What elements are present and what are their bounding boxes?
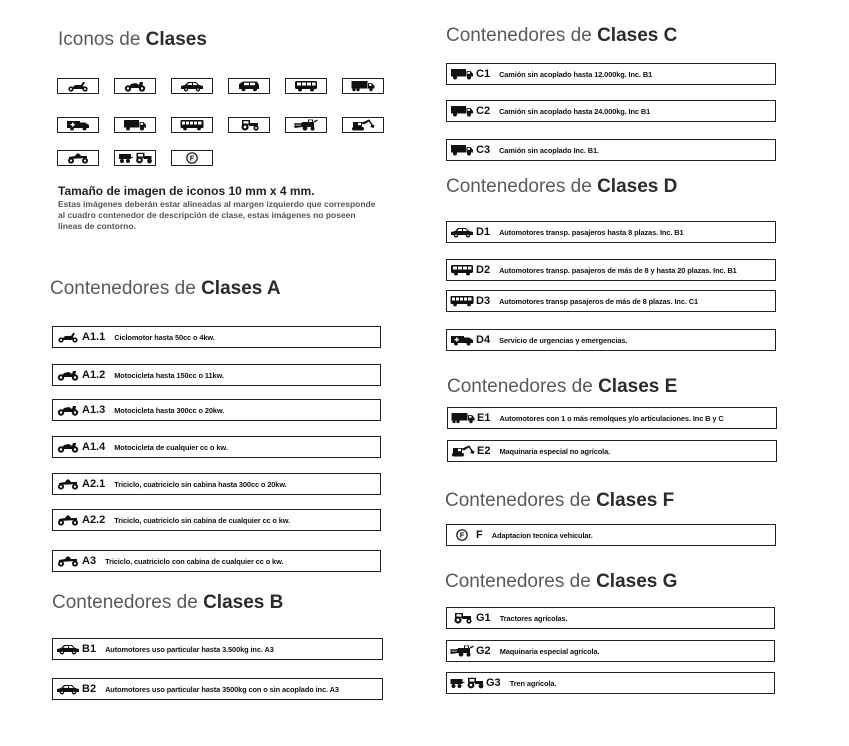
ambulance-icon xyxy=(450,334,474,346)
class-description: Motocicleta de cualquier cc o kw. xyxy=(114,442,228,452)
class-code: E2 xyxy=(477,445,491,457)
class-description: Ciclomotor hasta 50cc o 4kw. xyxy=(114,332,215,342)
quad-icon xyxy=(56,478,80,490)
icon-swatch xyxy=(171,78,213,94)
icon-swatch xyxy=(171,117,213,133)
moped-icon xyxy=(56,331,80,343)
icon-swatch xyxy=(57,117,99,133)
car-icon xyxy=(56,643,80,655)
motorcycle-icon xyxy=(56,441,80,453)
quad-icon xyxy=(65,152,91,164)
quad-icon xyxy=(56,555,80,567)
class-row-c2 xyxy=(446,100,776,122)
class-code: A1.3 xyxy=(82,404,106,416)
class-icon xyxy=(56,514,80,526)
minibus-icon xyxy=(293,80,319,92)
class-row-g1 xyxy=(446,607,775,629)
icon-swatch xyxy=(114,150,156,166)
class-code: C3 xyxy=(476,144,491,156)
class-row-g2 xyxy=(446,640,775,662)
class-icon xyxy=(450,68,474,80)
class-description: Adaptacion tecnica vehicular. xyxy=(491,530,593,540)
class-icon xyxy=(451,412,475,424)
class-code: A2.1 xyxy=(82,478,106,490)
class-code: D1 xyxy=(476,226,491,238)
class-row-d3 xyxy=(446,290,776,312)
class-icon xyxy=(56,555,80,567)
class-icon xyxy=(56,331,80,343)
class-description: Automotores uso particular hasta 3.500kg inc. A3 xyxy=(105,644,274,654)
class-row-e1 xyxy=(447,407,777,429)
minibus-icon xyxy=(450,264,474,276)
section-title-f: Contenedores de Clases F xyxy=(445,490,675,511)
class-description: Automotores uso particular hasta 3500kg con o sin acoplado inc. A3 xyxy=(105,684,339,694)
class-icon xyxy=(450,334,474,346)
harvester-icon xyxy=(293,119,319,131)
class-row-b1 xyxy=(52,638,383,660)
tractor-trailer-icon xyxy=(117,152,154,164)
bus-icon xyxy=(450,295,474,307)
class-description: Maquinaria especial no agrícola. xyxy=(499,446,611,456)
class-code: D3 xyxy=(476,295,491,307)
tractor-icon xyxy=(450,612,474,624)
class-icon xyxy=(56,643,80,655)
class-row-d1 xyxy=(446,221,776,243)
icon-swatch xyxy=(114,117,156,133)
class-icon xyxy=(451,445,475,457)
icon-size-note: Estas imágenes deberán estar alineadas al margen izquierdo que corresponde al cuadro contenedor de descripción de clase, estas imágenes no poseen líneas de contorno. xyxy=(58,199,376,231)
class-row-g3 xyxy=(446,672,775,694)
section-title-d: Contenedores de Clases D xyxy=(446,176,678,197)
class-row-d2 xyxy=(446,259,776,281)
icon-swatch xyxy=(342,78,384,94)
class-code: B2 xyxy=(82,683,97,695)
class-code: G3 xyxy=(486,677,501,689)
letter-f-icon xyxy=(450,529,474,541)
moped-icon xyxy=(65,80,91,92)
truck-trailer-icon xyxy=(451,412,475,424)
class-row-a2-1 xyxy=(52,473,381,495)
class-icon xyxy=(450,264,474,276)
class-description: Automotores transp. pasajeros hasta 8 plazas. Inc. B1 xyxy=(499,227,684,237)
class-description: Triciclo, cuatriciclo sin cabina de cualquier cc o kw. xyxy=(114,515,291,525)
motorcycle-icon xyxy=(56,404,80,416)
class-description: Triciclo, cuatriciclo con cabina de cualquier cc o kw. xyxy=(105,556,284,566)
class-description: Maquinaria especial agrícola. xyxy=(499,646,600,656)
class-icon xyxy=(450,677,484,689)
icon-swatch xyxy=(285,117,327,133)
car-icon xyxy=(56,683,80,695)
section-title-c: Contenedores de Clases C xyxy=(446,25,678,46)
class-icon xyxy=(450,144,474,156)
truck-icon xyxy=(122,119,148,131)
icon-swatch xyxy=(228,78,270,94)
icon-swatch xyxy=(114,78,156,94)
truck-icon xyxy=(450,105,474,117)
class-code: A1.1 xyxy=(82,331,106,343)
class-description: Triciclo, cuatriciclo sin cabina hasta 300cc o 20kw. xyxy=(114,479,287,489)
class-code: E1 xyxy=(477,412,491,424)
icon-swatch xyxy=(342,117,384,133)
class-icon xyxy=(450,226,474,238)
section-title-e: Contenedores de Clases E xyxy=(447,376,678,397)
excavator-icon xyxy=(350,119,376,131)
class-description: Camión sin acoplado hasta 12.000kg. Inc. B1 xyxy=(499,69,653,79)
class-icon xyxy=(450,529,474,541)
class-code: C2 xyxy=(476,105,491,117)
class-code: A3 xyxy=(82,555,97,567)
class-code: A1.2 xyxy=(82,369,106,381)
class-code: F xyxy=(476,529,483,541)
icons-section-title: Iconos de Clases xyxy=(58,29,207,50)
icon-swatch xyxy=(57,150,99,166)
class-icon xyxy=(450,105,474,117)
icon-swatch xyxy=(171,150,213,166)
class-description: Automotores transp. pasajeros de más de 8 y hasta 20 plazas. Inc. B1 xyxy=(499,265,737,275)
class-row-a1-1 xyxy=(52,326,381,348)
class-row-c3 xyxy=(446,139,776,161)
ambulance-icon xyxy=(65,119,91,131)
car-icon xyxy=(179,80,205,92)
icon-swatch xyxy=(57,78,99,94)
class-description: Camión sin acoplado hasta 24.000kg. Inc B1 xyxy=(499,106,651,116)
class-row-a1-3 xyxy=(52,399,381,421)
letter-f-icon xyxy=(179,152,205,164)
harvester-icon xyxy=(450,645,474,657)
class-icon xyxy=(56,478,80,490)
class-code: A2.2 xyxy=(82,514,106,526)
section-title-a: Contenedores de Clases A xyxy=(50,278,281,299)
class-description: Tren agrícola. xyxy=(509,678,557,688)
excavator-icon xyxy=(451,445,475,457)
class-description: Automotores con 1 o más remolques y/o articulaciones. Inc B y C xyxy=(499,413,724,423)
class-icon xyxy=(56,441,80,453)
truck-icon xyxy=(450,68,474,80)
class-code: D2 xyxy=(476,264,491,276)
truck-icon xyxy=(450,144,474,156)
class-icon xyxy=(56,369,80,381)
class-code: A1.4 xyxy=(82,441,106,453)
motorcycle-icon xyxy=(56,369,80,381)
class-code: G1 xyxy=(476,612,491,624)
class-code: B1 xyxy=(82,643,97,655)
class-row-a1-2 xyxy=(52,364,381,386)
section-title-b: Contenedores de Clases B xyxy=(52,592,284,613)
icon-swatch xyxy=(285,78,327,94)
class-description: Tractores agrícolas. xyxy=(499,613,568,623)
class-code: C1 xyxy=(476,68,491,80)
quad-icon xyxy=(56,514,80,526)
class-icon xyxy=(450,295,474,307)
class-row-e2 xyxy=(447,440,777,462)
class-row-d4 xyxy=(446,329,776,351)
class-icon xyxy=(56,404,80,416)
class-row-f xyxy=(446,524,776,546)
section-title-g: Contenedores de Clases G xyxy=(445,571,678,592)
van-icon xyxy=(236,80,262,92)
truck-trailer-icon xyxy=(350,80,376,92)
class-row-a3 xyxy=(52,550,381,572)
class-icon xyxy=(450,612,474,624)
icon-size-title: Tamaño de imagen de iconos 10 mm x 4 mm. xyxy=(58,184,315,198)
car-icon xyxy=(450,226,474,238)
class-row-c1 xyxy=(446,63,776,85)
class-row-b2 xyxy=(52,678,383,700)
class-description: Motocicleta hasta 150cc o 11kw. xyxy=(114,370,224,380)
bus-icon xyxy=(179,119,205,131)
class-icon xyxy=(56,683,80,695)
class-code: D4 xyxy=(476,334,491,346)
tractor-icon xyxy=(236,119,262,131)
class-row-a1-4 xyxy=(52,436,381,458)
icon-swatch xyxy=(228,117,270,133)
class-description: Motocicleta hasta 300cc o 20kw. xyxy=(114,405,225,415)
class-description: Camión sin acoplado Inc. B1. xyxy=(499,145,599,155)
class-row-a2-2 xyxy=(52,509,381,531)
class-code: G2 xyxy=(476,645,491,657)
tractor-trailer-icon xyxy=(450,677,484,689)
class-description: Servicio de urgencias y emergencias. xyxy=(499,335,628,345)
motorcycle-icon xyxy=(122,80,148,92)
class-icon xyxy=(450,645,474,657)
class-description: Automotores transp pasajeros de más de 8 plazas. Inc. C1 xyxy=(499,296,699,306)
